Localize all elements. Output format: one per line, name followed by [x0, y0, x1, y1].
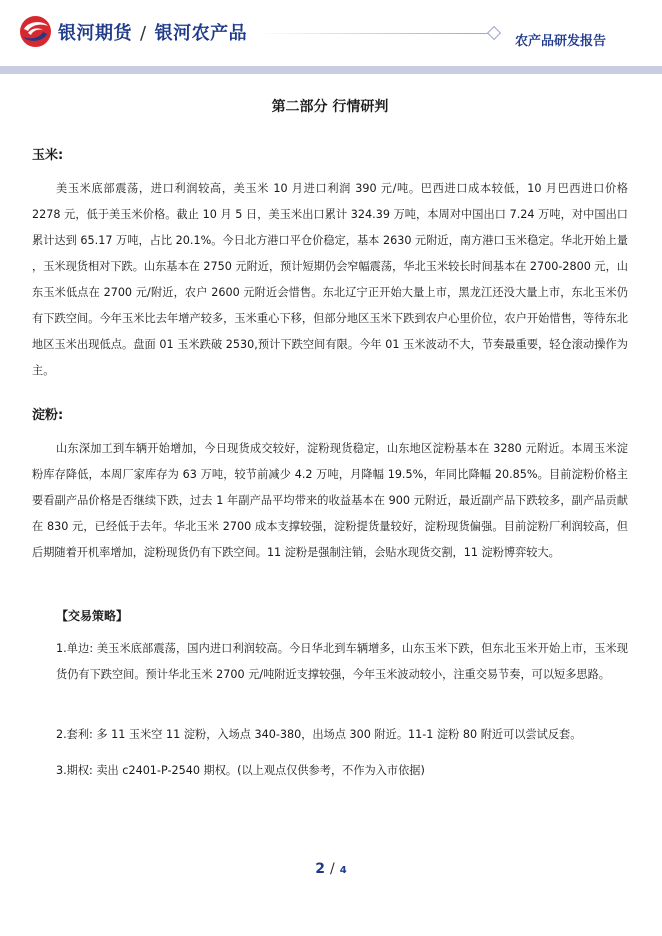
starch-paragraph: 山东深加工到车辆开始增加，今日现货成交较好，淀粉现货稳定，山东地区淀粉基本在 3280 元附近。本周玉米淀粉库存降低，本周厂家库存为 63 万吨，较节前减少 4.2 万吨，月降幅 19.5%，年同比降幅 20.85%。目前淀粉价格主要看副产品价格是否继续下跌，过去 1 年副产品平均带来的收益基本在 900 元附近，最近副产品下跌较多，副产品贡献在 830 元，已经低于去年。华北玉米 2700 成本支撑较强，淀粉提货量较好，淀粉现货偏强。目前淀粉厂利润较高，但后期随着开机率增加，淀粉现货仍有下跌空间。11 淀粉是强制注销，会贴水现货交割，11 淀粉博弈较大。: [32, 442, 628, 559]
page-title: 第二部分 行情研判: [271, 99, 389, 115]
header-band: [0, 66, 662, 74]
strategy-item-options: 3.期权: 卖出 c2401-P-2540 期权。(以上观点仅供参考，不作为入市依据): [56, 764, 425, 777]
strategy-item-unilateral: 1.单边: 美玉米底部震荡，国内进口利润较高。今日华北到车辆增多，山东玉米下跌，但东北玉米开始上市，玉米现货仍有下跌空间。预计华北玉米 2700 元/吨附近支撑较强，今年玉米波动较小，注重交易节奏，可以短多思路。: [56, 642, 628, 681]
total-pages: 4: [339, 865, 347, 876]
report-header: [0, 0, 662, 66]
section-heading-corn: 玉米:: [32, 148, 64, 163]
page-number: [0, 858, 662, 877]
brand-divider: /: [140, 23, 147, 44]
report-type: 农产品研发报告: [515, 34, 607, 49]
brand-name: [58, 19, 247, 45]
current-page: 2: [315, 861, 326, 877]
galaxy-logo-icon: [19, 15, 52, 48]
brand-secondary: 银河农产品: [154, 23, 248, 44]
header-rule: [255, 33, 495, 34]
section-heading-starch: 淀粉:: [32, 408, 64, 423]
strategy-item-arbitrage: 2.套利: 多 11 玉米空 11 淀粉，入场点 340-380，出场点 300 附近。11-1 淀粉 80 附近可以尝试反套。: [56, 728, 582, 741]
strategy-heading: 【交易策略】: [56, 609, 129, 623]
brand-primary: 银河期货: [58, 23, 132, 44]
page-separator: /: [330, 861, 335, 877]
diamond-icon: [487, 26, 501, 40]
corn-paragraph: 美玉米底部震荡，进口利润较高，美玉米 10 月进口利润 390 元/吨。巴西进口成本较低，10 月巴西进口价格 2278 元，低于美玉米价格。截止 10 月 5 日，美玉米出口累计 324.39 万吨，本周对中国出口 7.24 万吨，对中国出口累计达到 65.17 万吨，占比 20.1%。今日北方港口平仓价稳定，基本 2630 元附近，南方港口玉米稳定。华北开始上量 ，玉米现货相对下跌。山东基本在 2750 元附近，预计短期仍会窄幅震荡，华北玉米较长时间基本在 2700-2800 元，山东玉米低点在 2700 元/附近，农户 2600 元附近会惜售。东北辽宁正开始大量上市，黑龙江还没大量上市，东北玉米仍有下跌空间。今年玉米比去年增产较多，玉米重心下移，但部分地区玉米下跌到农户心里价位，农户开始惜售，等待东北地区玉米出现低点。盘面 01 玉米跌破 2530,预计下跌空间有限。今年 01 玉米波动不大，节奏最重要，轻仓滚动操作为主。: [32, 182, 628, 377]
